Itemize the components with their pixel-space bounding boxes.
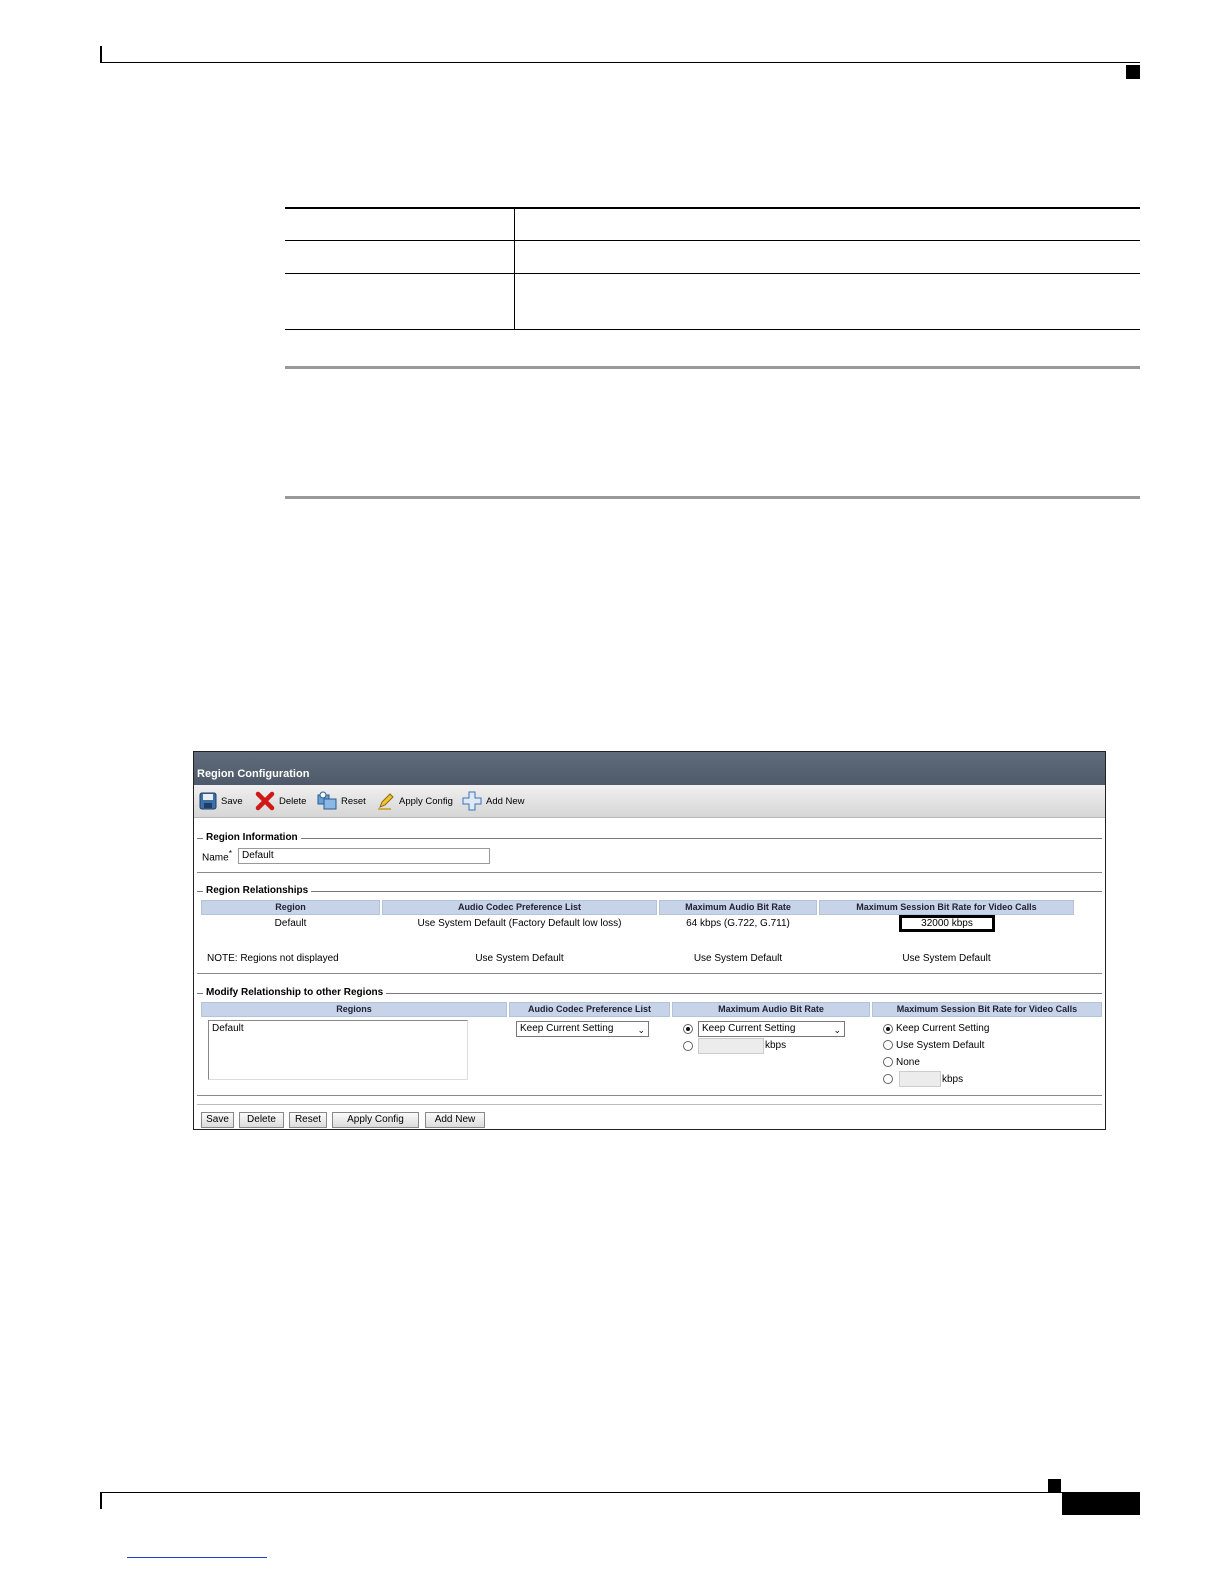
bottom-apply-config-button[interactable]: Apply Config: [332, 1112, 419, 1128]
rr-cell-audio-codec: Use System Default (Factory Default low loss): [417, 918, 622, 929]
video-none-label: None: [896, 1057, 920, 1068]
region-relationships-legend: Region Relationships: [203, 885, 311, 896]
fieldset-border: [197, 891, 1102, 892]
apply-config-label: Apply Config: [399, 795, 453, 807]
modify-relationship-legend: Modify Relationship to other Regions: [203, 987, 386, 998]
audio-bitrate-kbps-label: kbps: [765, 1040, 787, 1051]
reset-button[interactable]: [317, 791, 366, 811]
footer-rule: [100, 1492, 1140, 1493]
mr-header-max-audio: Maximum Audio Bit Rate: [672, 1002, 870, 1017]
table-column-divider: [514, 209, 515, 330]
table-bottom-rule: [285, 329, 1140, 330]
audio-codec-select-value: Keep Current Setting: [520, 1023, 614, 1034]
video-keep-current-radio[interactable]: [883, 1024, 893, 1034]
video-kbps-label: kbps: [942, 1074, 964, 1085]
audio-bitrate-select[interactable]: [698, 1021, 845, 1037]
apply-config-button[interactable]: [377, 791, 453, 811]
reset-label: Reset: [341, 795, 366, 807]
fieldset-divider: [197, 973, 1102, 974]
bottom-reset-button[interactable]: Reset: [289, 1112, 327, 1128]
window-title: Region Configuration: [194, 752, 1105, 785]
rr-header-audio-codec: Audio Codec Preference List: [382, 900, 657, 915]
delete-button[interactable]: [255, 791, 306, 811]
video-kbps-input[interactable]: [899, 1071, 941, 1087]
rr-cell-region: Default: [274, 918, 307, 929]
header-rule: [100, 62, 1140, 63]
fieldset-divider: [197, 1104, 1102, 1105]
pencil-icon: [377, 792, 395, 810]
header-tick: [100, 46, 102, 63]
header-marker: [1126, 65, 1140, 79]
video-none-radio[interactable]: [883, 1057, 893, 1067]
section-rule: [285, 366, 1140, 369]
delete-label: Delete: [279, 795, 307, 807]
table-row-rule: [285, 240, 1140, 241]
audio-bitrate-select-value: Keep Current Setting: [702, 1023, 796, 1034]
bottom-delete-button[interactable]: Delete: [239, 1112, 284, 1128]
name-label: [202, 848, 232, 863]
reset-icon: [317, 791, 337, 811]
rr-note-max-audio: Use System Default: [693, 953, 783, 964]
save-button[interactable]: [199, 791, 243, 811]
add-new-label: Add New: [486, 795, 525, 807]
video-custom-radio[interactable]: [883, 1074, 893, 1084]
footer-marker: [1048, 1479, 1061, 1492]
name-input[interactable]: Default: [238, 848, 490, 864]
table-top-rule: [285, 207, 1140, 209]
audio-bitrate-custom-radio[interactable]: [683, 1041, 693, 1051]
plus-icon: [462, 791, 482, 811]
fieldset-divider: [197, 1095, 1102, 1096]
rr-cell-max-video-highlighted: 32000 kbps: [899, 915, 995, 932]
rr-header-region: Region: [201, 900, 380, 915]
table-row-rule: [285, 273, 1140, 274]
region-information-legend: Region Information: [203, 832, 301, 843]
name-label-text: Name: [202, 852, 229, 864]
regions-list-item[interactable]: Default: [212, 1023, 244, 1034]
audio-codec-select[interactable]: [516, 1021, 649, 1037]
chevron-down-icon: ⌄: [833, 1025, 841, 1035]
footer-link-underline[interactable]: [127, 1557, 267, 1558]
fieldset-divider: [197, 872, 1102, 873]
chevron-down-icon: ⌄: [637, 1025, 645, 1035]
floppy-disk-icon: [199, 792, 217, 810]
mr-header-max-video: Maximum Session Bit Rate for Video Calls: [872, 1002, 1102, 1017]
rr-note-audio-codec: Use System Default: [475, 953, 564, 964]
required-marker: *: [228, 848, 232, 858]
bottom-save-button[interactable]: Save: [201, 1112, 234, 1128]
audio-bitrate-kbps-input[interactable]: [698, 1038, 764, 1054]
page-number-tab: [1062, 1493, 1140, 1515]
mr-header-regions: Regions: [201, 1002, 507, 1017]
rr-cell-max-audio: 64 kbps (G.722, G.711): [686, 918, 790, 929]
rr-header-max-video: Maximum Session Bit Rate for Video Calls: [819, 900, 1074, 915]
regions-listbox[interactable]: [208, 1020, 468, 1080]
footer-tick: [100, 1492, 102, 1509]
video-system-default-radio[interactable]: [883, 1040, 893, 1050]
bottom-add-new-button[interactable]: Add New: [425, 1112, 485, 1128]
mr-header-audio-codec: Audio Codec Preference List: [509, 1002, 670, 1017]
delete-x-icon: [255, 791, 275, 811]
video-system-default-label: Use System Default: [896, 1040, 985, 1051]
save-label: Save: [221, 795, 243, 807]
rr-note: NOTE: Regions not displayed: [207, 953, 339, 964]
section-rule: [285, 496, 1140, 499]
rr-note-max-video: Use System Default: [902, 953, 991, 964]
toolbar: [194, 785, 1105, 818]
audio-bitrate-keep-radio[interactable]: [683, 1024, 693, 1034]
add-new-button[interactable]: [462, 791, 525, 811]
fieldset-border: [197, 838, 1102, 839]
video-keep-current-label: Keep Current Setting: [896, 1023, 990, 1034]
region-configuration-screenshot: [193, 751, 1106, 1130]
rr-header-max-audio: Maximum Audio Bit Rate: [659, 900, 817, 915]
